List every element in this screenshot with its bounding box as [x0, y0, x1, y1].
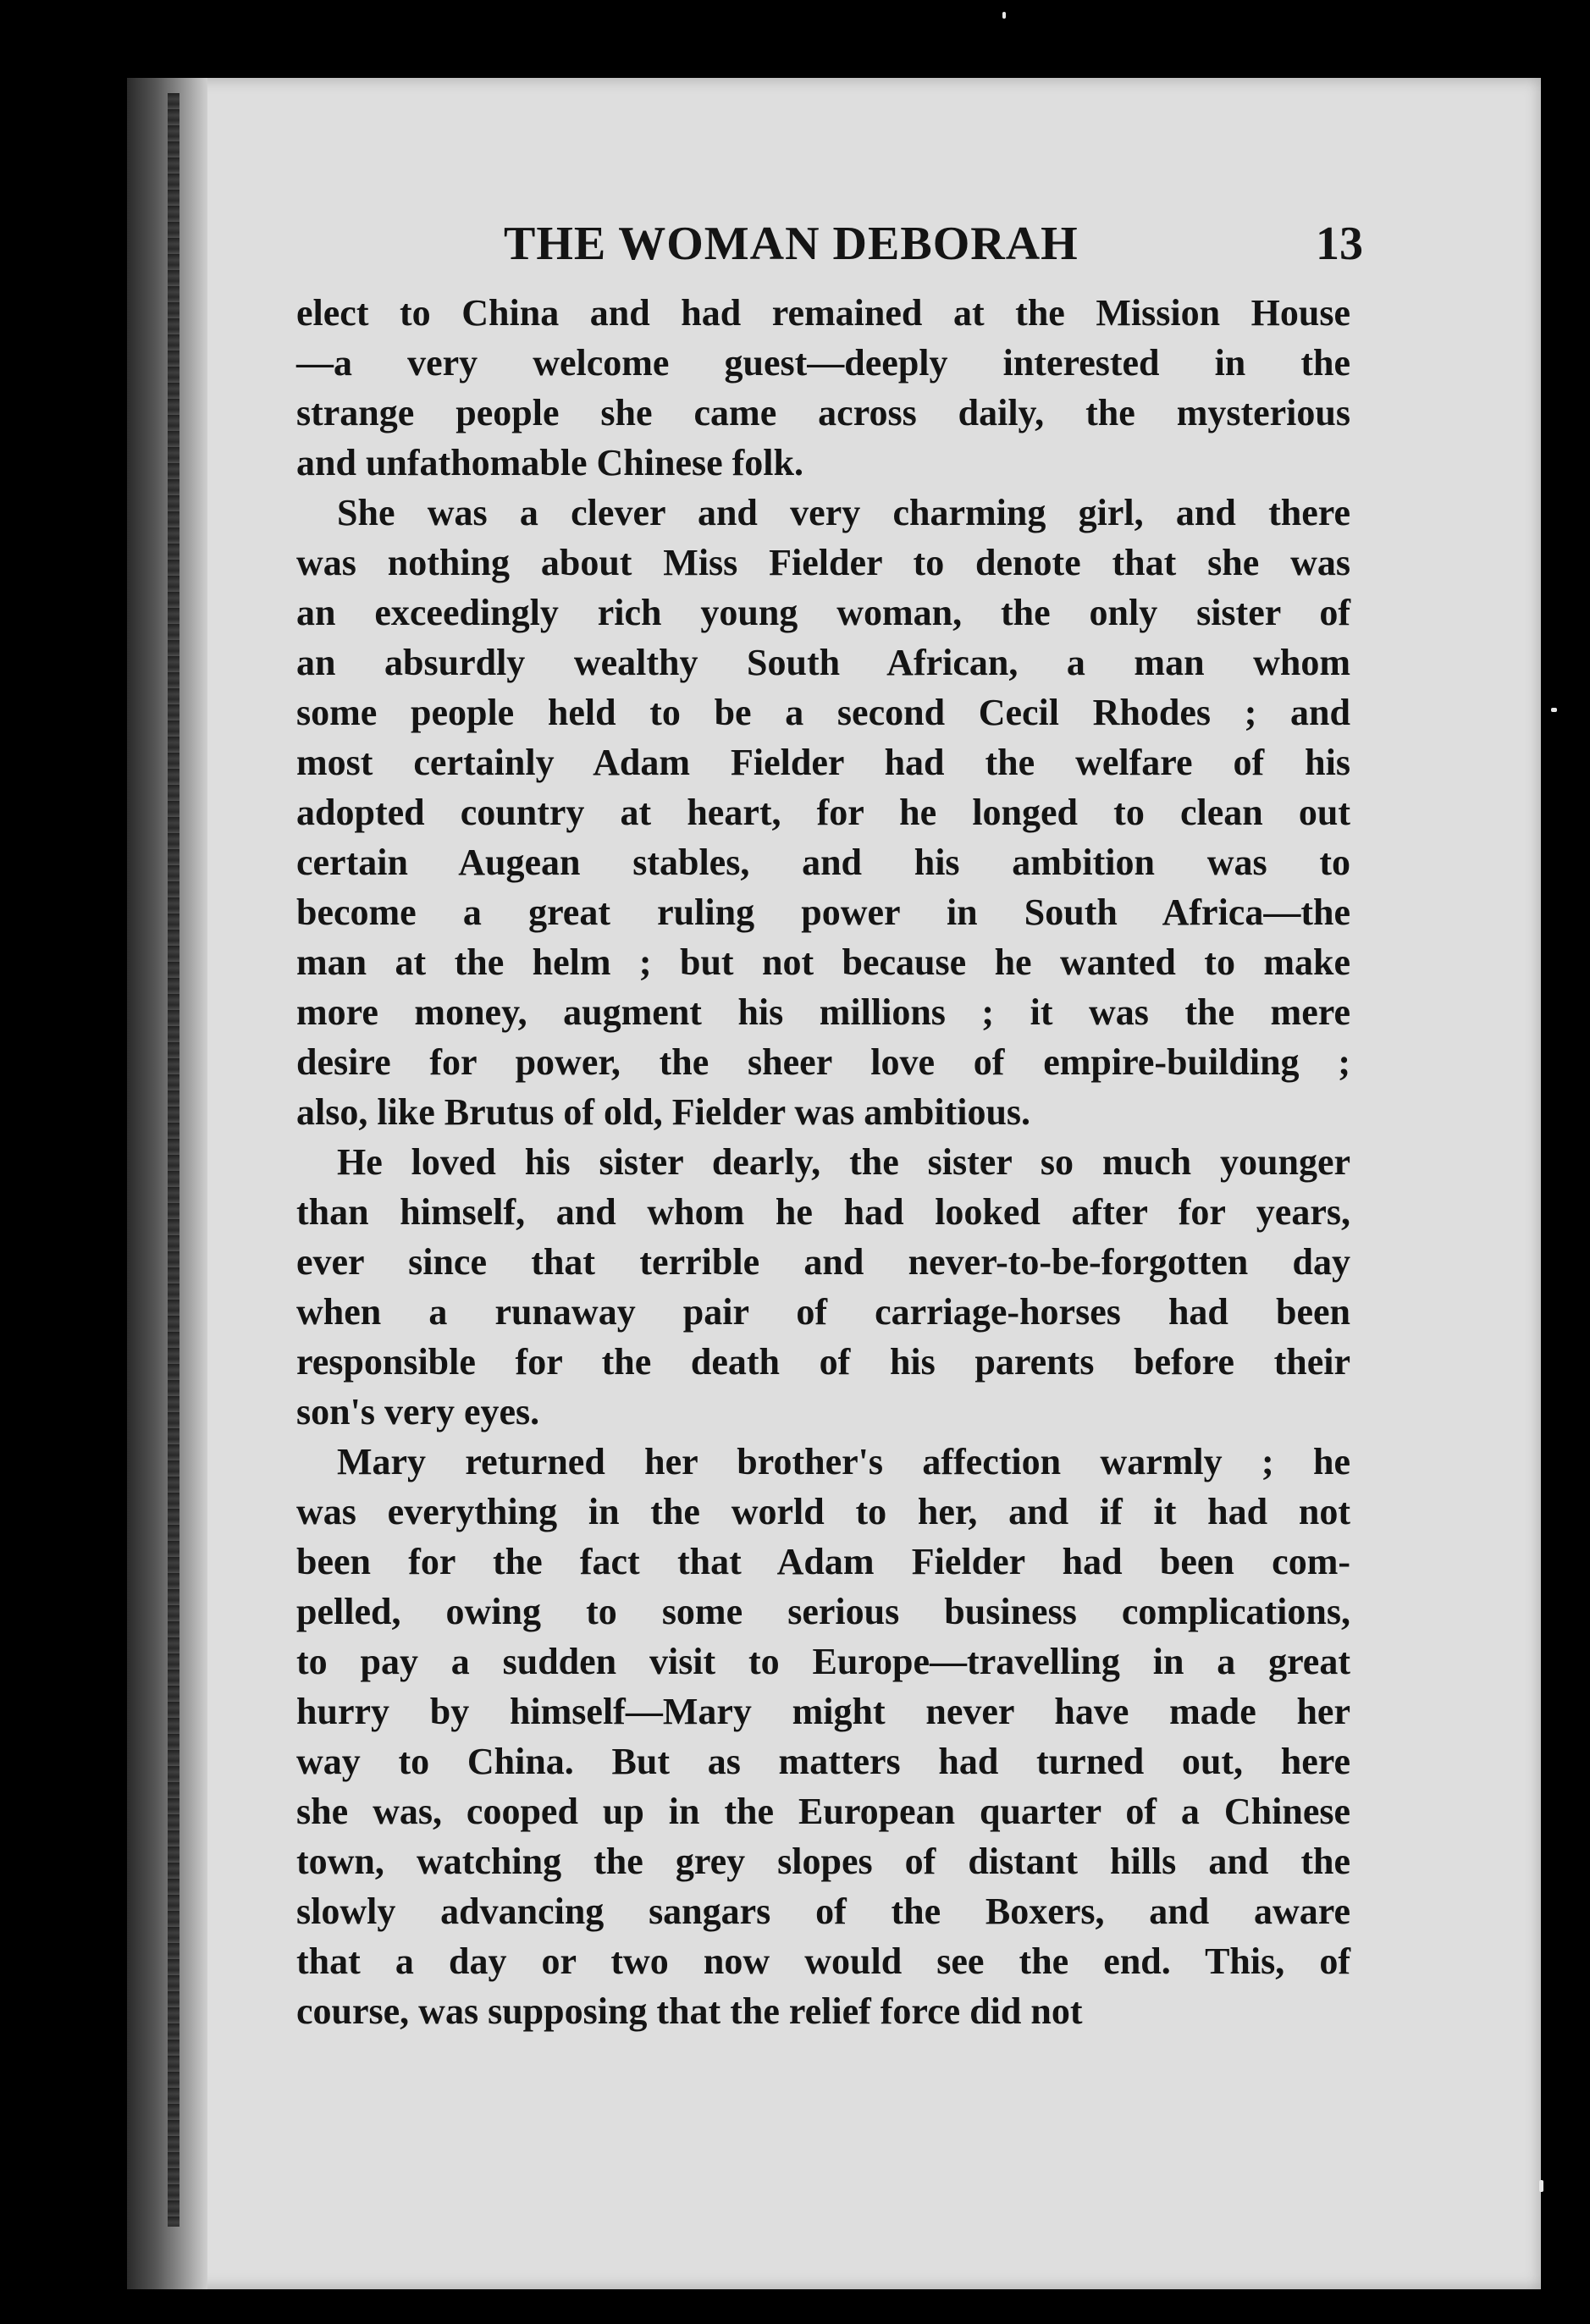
- text-line: an exceedingly rich young woman, the only sister of: [296, 592, 1350, 633]
- text-line: ever since that terrible and never-to-be-forgotten day: [296, 1241, 1350, 1283]
- text-line: she was, cooped up in the European quarter of a Chinese: [296, 1791, 1350, 1832]
- text-line: course, was supposing that the relief force did not: [296, 1990, 1083, 2032]
- text-line: son's very eyes.: [296, 1391, 540, 1432]
- text-line: more money, augment his millions ; it was the mere: [296, 991, 1350, 1033]
- binding-edge: [168, 93, 179, 2227]
- text-line: elect to China and had remained at the Mission House: [296, 292, 1350, 334]
- text-line: town, watching the grey slopes of distant hills and the: [296, 1841, 1350, 1882]
- text-line: responsible for the death of his parents before their: [296, 1341, 1350, 1383]
- text-line: also, like Brutus of old, Fielder was ambitious.: [296, 1091, 1031, 1133]
- text-line: —a very welcome guest—deeply interested in the: [296, 342, 1350, 384]
- text-line: pelled, owing to some serious business complications,: [296, 1591, 1350, 1632]
- page-header: [504, 210, 1363, 278]
- page-number: 13: [1316, 218, 1363, 270]
- text-line: and unfathomable Chinese folk.: [296, 442, 804, 483]
- body-text: [296, 288, 1350, 2036]
- text-line: strange people she came across daily, the mysterious: [296, 392, 1350, 433]
- text-line: slowly advancing sangars of the Boxers, and aware: [296, 1891, 1350, 1932]
- text-line: She was a clever and very charming girl, and there: [337, 492, 1350, 533]
- text-line: certain Augean stables, and his ambition was to: [296, 842, 1350, 883]
- text-line: some people held to be a second Cecil Rhodes ; and: [296, 692, 1350, 733]
- text-line: Mary returned her brother's affection warmly ; he: [337, 1441, 1350, 1482]
- paragraph: [296, 288, 1350, 488]
- text-line: to pay a sudden visit to Europe—travelling in a great: [296, 1641, 1350, 1682]
- text-line: most certainly Adam Fielder had the welfare of his: [296, 742, 1350, 783]
- text-line: way to China. But as matters had turned out, here: [296, 1741, 1350, 1782]
- text-line: was nothing about Miss Fielder to denote that she was: [296, 542, 1350, 583]
- text-line: He loved his sister dearly, the sister so much younger: [337, 1141, 1350, 1183]
- text-line: than himself, and whom he had looked after for years,: [296, 1191, 1350, 1233]
- text-line: when a runaway pair of carriage-horses had been: [296, 1291, 1350, 1333]
- text-line: man at the helm ; but not because he wanted to make: [296, 941, 1350, 983]
- paragraph: [296, 1437, 1350, 2036]
- paragraph: [296, 488, 1350, 1137]
- text-line: that a day or two now would see the end. This, of: [296, 1940, 1350, 1982]
- running-title: THE WOMAN DEBORAH: [504, 218, 1079, 270]
- text-line: been for the fact that Adam Fielder had been com-: [296, 1541, 1350, 1582]
- text-line: desire for power, the sheer love of empire-building ;: [296, 1041, 1350, 1083]
- text-line: an absurdly wealthy South African, a man whom: [296, 642, 1350, 683]
- text-line: was everything in the world to her, and if it had not: [296, 1491, 1350, 1532]
- text-line: become a great ruling power in South Africa—the: [296, 892, 1350, 933]
- text-line: adopted country at heart, for he longed to clean out: [296, 792, 1350, 833]
- text-line: hurry by himself—Mary might never have made her: [296, 1691, 1350, 1732]
- paragraph: [296, 1137, 1350, 1437]
